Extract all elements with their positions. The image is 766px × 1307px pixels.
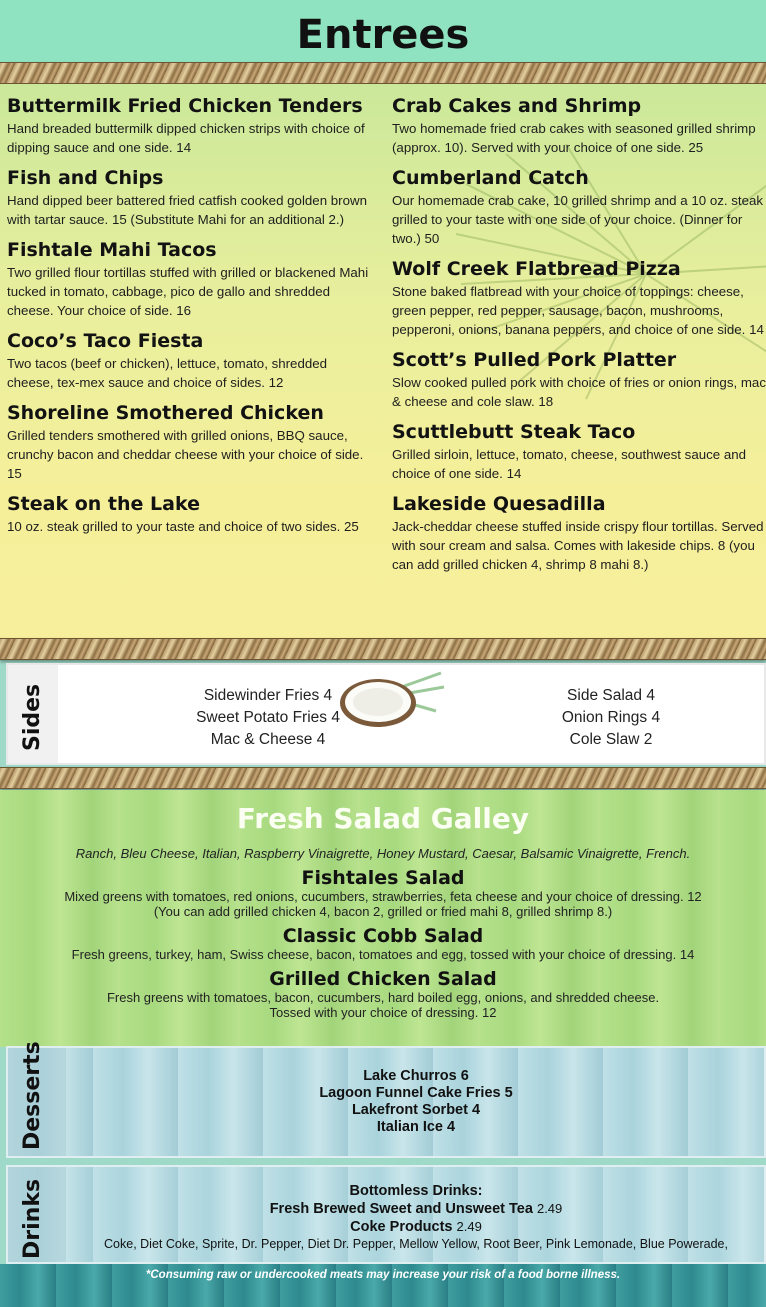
desserts-section <box>6 1041 766 1158</box>
drinks-heading: Bottomless Drinks: <box>349 1183 483 1199</box>
menu-item <box>7 238 377 320</box>
drink-list <box>68 1183 764 1253</box>
item-desc: 10 oz. steak grilled to your taste and choice of two sides. 25 <box>7 519 359 534</box>
salad-desc: Fresh greens, turkey, ham, Swiss cheese, bacon, tomatoes and egg, tossed with your choice of dressing. 14 <box>71 947 695 962</box>
item-name: Crab Cakes and Shrimp <box>392 95 642 117</box>
menu-item <box>392 420 766 483</box>
rope-divider <box>0 638 766 660</box>
item-desc: Hand breaded buttermilk dipped chicken strips with choice of dipping sauce and one side. 14 <box>7 121 365 155</box>
drink-line <box>68 1200 764 1218</box>
menu-item <box>392 492 766 574</box>
dessert-item: Lakefront Sorbet 4 <box>351 1102 481 1118</box>
menu-item <box>392 94 766 157</box>
entrees-right-column <box>392 94 766 583</box>
sides-left-list <box>168 685 368 751</box>
drink-name: Coke Products <box>350 1219 453 1235</box>
dessert-item: Lagoon Funnel Cake Fries 5 <box>319 1085 513 1101</box>
item-name: Coco’s Taco Fiesta <box>7 330 204 352</box>
entrees-left-column <box>7 94 377 545</box>
item-name: Steak on the Lake <box>7 493 200 515</box>
menu-item <box>392 257 766 339</box>
desserts-label: Desserts <box>20 1041 45 1150</box>
salad-name: Fishtales Salad <box>301 867 465 889</box>
drinks-label: Drinks <box>20 1178 45 1259</box>
side-item: Onion Rings 4 <box>561 709 661 726</box>
menu-item <box>7 94 377 157</box>
menu-item <box>392 348 766 411</box>
rope-divider <box>0 62 766 84</box>
item-name: Buttermilk Fried Chicken Tenders <box>7 95 363 117</box>
item-name: Fish and Chips <box>7 167 164 189</box>
item-desc: Two homemade fried crab cakes with seasoned grilled shrimp (approx. 10). Served with your choice of one side. 25 <box>392 121 756 155</box>
salad-desc: (You can add grilled chicken 4, bacon 2, grilled or fried mahi 8, grilled shrimp 8.) <box>153 904 613 919</box>
dessert-item: Lake Churros 6 <box>363 1068 469 1084</box>
item-name: Fishtale Mahi Tacos <box>7 239 217 261</box>
side-item: Side Salad 4 <box>567 687 655 704</box>
item-desc: Jack-cheddar cheese stuffed inside crispy flour tortillas. Served with sour cream and salsa. Comes with lakeside chips. 8 (you can add grilled chicken 4, shrimp 8 mahi 8.) <box>392 519 764 572</box>
item-desc: Two tacos (beef or chicken), lettuce, tomato, shredded cheese, tex-mex sauce and choice of sides. 12 <box>7 356 328 390</box>
salad-section <box>0 790 766 1047</box>
side-item: Mac & Cheese 4 <box>210 731 326 748</box>
item-name: Lakeside Quesadilla <box>392 493 606 515</box>
soda-list: Coke, Diet Coke, Sprite, Dr. Pepper, Diet Dr. Pepper, Mellow Yellow, Root Beer, Pink Lemonade, Blue Powerade, <box>104 1237 728 1251</box>
dessert-list <box>68 1068 764 1136</box>
drink-name: Fresh Brewed Sweet and Unsweet Tea <box>269 1201 533 1217</box>
desserts-tab <box>8 1041 66 1156</box>
item-desc: Slow cooked pulled pork with choice of fries or onion rings, mac & cheese and cole slaw. 18 <box>392 375 766 409</box>
sides-label: Sides <box>20 683 45 751</box>
item-desc: Two grilled flour tortillas stuffed with grilled or blackened Mahi tucked in tomato, cabbage, pico de gallo and shredded cheese. Your choice of side. 16 <box>7 265 369 318</box>
item-name: Cumberland Catch <box>392 167 589 189</box>
sides-right-list <box>516 685 706 751</box>
entrees-header <box>0 0 766 64</box>
salad-title: Fresh Salad Galley <box>236 802 530 835</box>
dessert-item: Italian Ice 4 <box>376 1119 456 1135</box>
item-name: Scuttlebutt Steak Taco <box>392 421 636 443</box>
item-desc: Hand dipped beer battered fried catfish cooked golden brown with tartar sauce. 15 (Substitute Mahi for an additional 2.) <box>7 193 367 227</box>
item-desc: Grilled sirloin, lettuce, tomato, cheese, southwest sauce and choice of one side. 14 <box>392 447 747 481</box>
item-desc: Stone baked flatbread with your choice of toppings: cheese, green pepper, red pepper, sausage, bacon, mushrooms, pepperoni, onions, banana peppers, and choice of one side. 14 <box>392 284 764 337</box>
item-name: Wolf Creek Flatbread Pizza <box>392 258 681 280</box>
footer-bar <box>0 1264 766 1307</box>
side-item: Cole Slaw 2 <box>569 731 653 748</box>
disclaimer: *Consuming raw or undercooked meats may increase your risk of a food borne illness. <box>145 1269 621 1281</box>
menu-item <box>7 329 377 392</box>
salad-name: Grilled Chicken Salad <box>269 968 497 990</box>
menu-item <box>7 401 377 483</box>
item-desc: Grilled tenders smothered with grilled onions, BBQ sauce, crunchy bacon and cheddar cheese with your choice of side. 15 <box>7 428 364 481</box>
menu-item <box>7 166 377 229</box>
item-name: Shoreline Smothered Chicken <box>7 402 324 424</box>
menu-item <box>392 166 766 248</box>
drinks-tab <box>8 1167 66 1262</box>
salad-desc: Mixed greens with tomatoes, red onions, cucumbers, strawberries, feta cheese and your choice of dressing. 12 <box>64 889 702 904</box>
page-title: Entrees <box>296 12 470 58</box>
drink-line <box>68 1218 764 1236</box>
drink-price: 2.49 <box>536 1201 563 1216</box>
entrees-section <box>0 84 766 644</box>
salad-desc: Tossed with your choice of dressing. 12 <box>269 1005 497 1020</box>
item-desc: Our homemade crab cake, 10 grilled shrimp and a 10 oz. steak grilled to your taste with one side of your choice. (Dinner for two.) 50 <box>392 193 764 246</box>
drink-price: 2.49 <box>456 1219 482 1234</box>
side-item: Sidewinder Fries 4 <box>203 687 333 704</box>
sides-tab <box>8 665 58 763</box>
item-name: Scott’s Pulled Pork Platter <box>392 349 677 371</box>
drinks-section <box>6 1165 766 1264</box>
salad-desc: Fresh greens with tomatoes, bacon, cucumbers, hard boiled egg, onions, and shredded cheese. <box>106 990 660 1005</box>
dressing-list: Ranch, Bleu Cheese, Italian, Raspberry Vinaigrette, Honey Mustard, Caesar, Balsamic Vinaigrette, French. <box>75 846 691 861</box>
salad-name: Classic Cobb Salad <box>282 925 484 947</box>
side-item: Sweet Potato Fries 4 <box>196 709 340 726</box>
menu-item <box>7 492 377 536</box>
rope-divider <box>0 767 766 789</box>
sides-section <box>6 663 766 765</box>
